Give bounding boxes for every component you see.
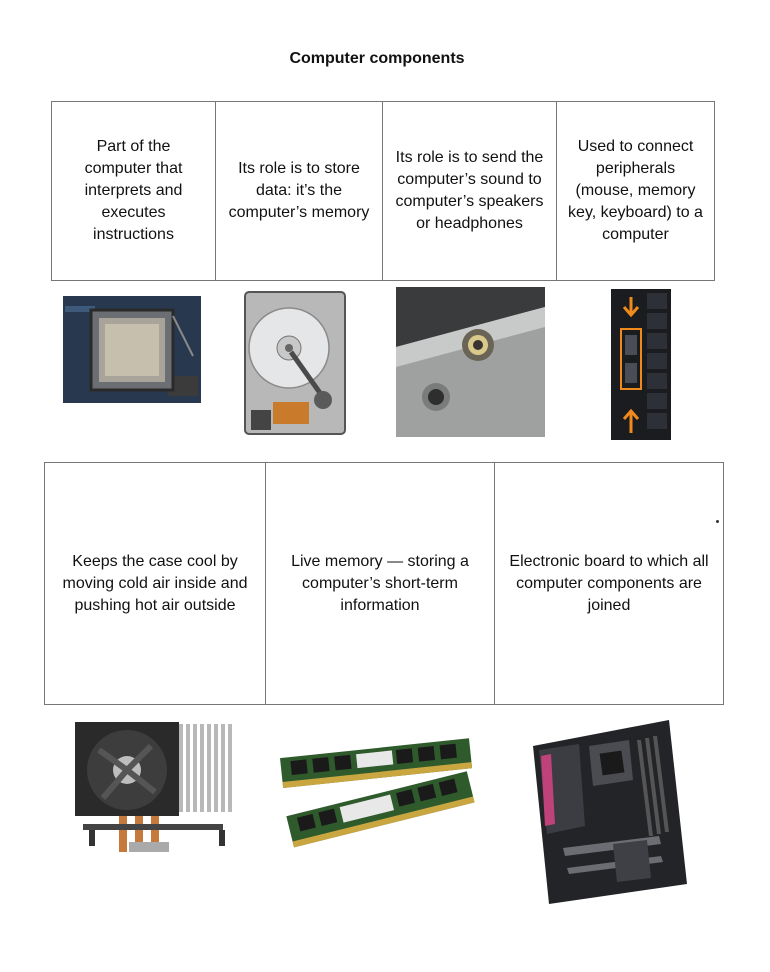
definitions-table-row-2: [44, 462, 724, 705]
definition-cell: Its role is to store data: it’s the computer’s memory: [216, 102, 383, 281]
usb-port-icon: [611, 289, 671, 440]
processor-icon: [63, 296, 201, 403]
definition-cell: Part of the computer that interprets and executes instructions: [52, 102, 216, 281]
ram-image: [278, 722, 476, 852]
definitions-table-row-1: [51, 101, 715, 281]
audio-jack-image: [396, 287, 545, 437]
motherboard-image: [519, 716, 689, 906]
hard-drive-image: [243, 290, 347, 438]
definition-cell: Keeps the case cool by moving cold air inside and pushing hot air outside: [45, 463, 266, 705]
hard-drive-icon: [243, 290, 347, 438]
ram-stick-icon: [278, 722, 476, 852]
motherboard-icon: [519, 716, 689, 906]
definition-cell: Electronic board to which all computer components are joined: [495, 463, 724, 705]
cpu-cooler-image: [59, 716, 249, 864]
processor-image: [63, 296, 201, 403]
cpu-cooler-icon: [59, 716, 249, 864]
definition-cell: Used to connect peripherals (mouse, memory key, keyboard) to a computer: [557, 102, 715, 281]
page-title: Computer components: [289, 50, 465, 67]
audio-jack-icon: [396, 287, 545, 437]
definition-cell: Its role is to send the computer’s sound to computer’s speakers or headphones: [383, 102, 557, 281]
stray-dot: [716, 520, 719, 523]
usb-port-image: [611, 289, 671, 440]
definition-cell: Live memory — storing a computer’s short-term information: [266, 463, 495, 705]
